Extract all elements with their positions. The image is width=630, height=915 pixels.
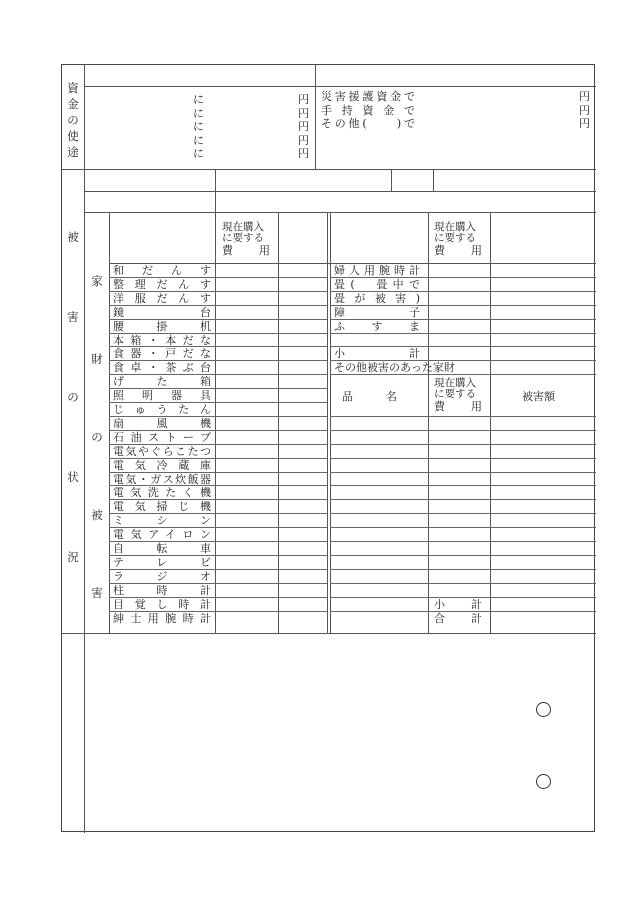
right-item-row: ふすま — [334, 319, 420, 333]
left-item-row: 石油ストーブ — [113, 430, 211, 444]
other-row-line — [330, 527, 596, 528]
right-row-line — [330, 333, 596, 334]
house-row-bottom — [84, 212, 596, 213]
left-item-row: 電気・ガス炊飯器 — [113, 472, 211, 486]
other-row-line — [330, 569, 596, 570]
fund-content-item-unit: 円 — [579, 117, 590, 130]
fund-content-item-unit: 円 — [579, 90, 590, 103]
fund-mid-divider — [315, 65, 316, 169]
left-table-col-cost — [215, 212, 216, 633]
cost-header-line: 現在購入 — [434, 221, 476, 233]
other-cost-header-line: 現在購入 — [434, 377, 476, 390]
cost-header-line: に要する — [222, 232, 264, 244]
left-item-row: 電気冷蔵庫 — [113, 458, 211, 472]
application-form — [61, 64, 595, 832]
right-subtotal-row: 小 計 — [334, 347, 420, 361]
damage-section-bottom — [62, 633, 596, 634]
other-row-line — [330, 555, 596, 556]
table-split-right — [330, 212, 331, 633]
left-item-row: 扇風機 — [113, 416, 211, 430]
left-item-row: 電気洗たく機 — [113, 486, 211, 500]
breakdown-unit: 円 — [298, 133, 309, 147]
table-split-left — [327, 212, 328, 633]
left-item-row: 整理だんす — [113, 277, 211, 291]
other-row-line — [330, 583, 596, 584]
breakdown-label: に — [193, 93, 204, 106]
other-row-line — [330, 444, 596, 445]
household-label-char: の — [91, 430, 103, 444]
injury-divider-right — [433, 169, 434, 191]
cost-header-line: に要する — [434, 232, 476, 244]
cost-header-line: 費 用 — [222, 244, 270, 257]
fund-use-label-char: 途 — [67, 145, 79, 159]
other-header-top — [330, 374, 596, 375]
household-label-char: 家 — [91, 274, 103, 288]
right-item-row: 畳( 畳中で — [334, 277, 420, 291]
other-row-line — [330, 416, 596, 417]
left-item-row: 柱時計 — [113, 583, 211, 597]
left-column-divider — [84, 65, 85, 833]
right-table-col-cost — [428, 212, 429, 633]
right-item-row: 畳が被害) — [334, 291, 420, 305]
fund-content-item-label: その他( )で — [321, 117, 415, 130]
fund-content-item-label: 災害援護資金で — [321, 90, 415, 103]
household-label-char: 被 — [91, 508, 103, 522]
cost-header-line: 現在購入 — [222, 221, 264, 233]
right-item-row: 婦人用腕時計 — [334, 264, 420, 277]
left-item-row: 電気やぐらこたつ — [113, 444, 211, 458]
left-item-row: 電気掃じ機 — [113, 500, 211, 514]
other-row-line — [330, 472, 596, 473]
breakdown-label: に — [193, 147, 204, 160]
fund-section-bottom — [62, 169, 596, 170]
damage-label-char: の — [67, 390, 79, 404]
breakdown-label: に — [193, 106, 204, 120]
damage-label-char: 害 — [67, 310, 79, 324]
left-item-row: ラジオ — [113, 569, 211, 583]
breakdown-label: に — [193, 133, 204, 147]
fund-header-line — [84, 86, 596, 87]
other-cost-header-line: 費 用 — [434, 400, 482, 414]
fund-use-label-char: 金 — [67, 97, 79, 111]
right-item-row: 障子 — [334, 305, 420, 319]
applicant-seal — [536, 702, 551, 717]
breakdown-unit: 円 — [298, 120, 309, 133]
left-item-row: 目覚し時計 — [113, 597, 211, 611]
household-label-divider — [109, 212, 110, 633]
other-col-damage-header: 被害額 — [522, 390, 555, 404]
left-item-row: 照明器具 — [113, 389, 211, 403]
other-items-label: その他被害のあった家財 — [334, 361, 455, 375]
left-item-row: 本箱・本だな — [113, 333, 211, 347]
left-item-row: げた箱 — [113, 375, 211, 389]
other-row-line — [330, 513, 596, 514]
left-item-row: テレビ — [113, 555, 211, 569]
damage-label-char: 状 — [67, 470, 79, 484]
damage-label-char: 況 — [67, 550, 79, 564]
left-item-row: 紳士用腕時計 — [113, 611, 211, 625]
house-damage-label — [91, 196, 211, 209]
household-label-char: 財 — [91, 352, 103, 366]
left-item-row: 鏡台 — [113, 305, 211, 319]
left-item-row: 食器・戸だな — [113, 347, 211, 361]
injury-divider-left — [391, 169, 392, 191]
situation-row-bottom — [84, 191, 596, 192]
left-table-col-damage — [278, 212, 279, 633]
other-row-line — [330, 499, 596, 500]
situation-divider — [215, 169, 216, 191]
house-divider — [215, 191, 216, 212]
fund-content-item-label: 手持資金で — [321, 103, 415, 117]
other-subtotal-row: 小 計 — [434, 597, 482, 611]
left-item-row: 洋服だんす — [113, 291, 211, 305]
breakdown-label: に — [193, 120, 204, 133]
left-item-row: 自転車 — [113, 542, 211, 555]
breakdown-unit: 円 — [298, 106, 309, 120]
left-item-row: 和だんす — [113, 264, 211, 277]
other-total-row: 合 計 — [434, 611, 482, 625]
other-row-line — [330, 485, 596, 486]
left-item-row: 電気アイロン — [113, 528, 211, 542]
other-row-line — [330, 541, 596, 542]
guarantor-seal — [536, 774, 551, 789]
cost-header-line: 費 用 — [434, 244, 482, 257]
left-item-row: じゅうたん — [113, 403, 211, 416]
breakdown-unit: 円 — [298, 93, 309, 106]
other-col-item-header: 品 名 — [342, 390, 397, 404]
fund-use-label-char: の — [67, 113, 79, 127]
fund-use-label-char: 資 — [67, 81, 79, 95]
fund-content-item-unit: 円 — [579, 103, 590, 117]
breakdown-unit: 円 — [298, 147, 309, 160]
left-item-row: ミシン — [113, 514, 211, 528]
other-row-line — [330, 458, 596, 459]
fund-use-label-char: 使 — [67, 129, 79, 143]
other-cost-header-line: に要する — [434, 388, 476, 401]
left-item-row: 食卓・茶ぶ台 — [113, 361, 211, 375]
other-row-line — [330, 430, 596, 431]
right-table-col-damage — [490, 212, 491, 633]
household-label-char: 害 — [91, 586, 103, 600]
damage-label-char: 被 — [67, 230, 79, 244]
left-item-row: 腰掛机 — [113, 319, 211, 333]
